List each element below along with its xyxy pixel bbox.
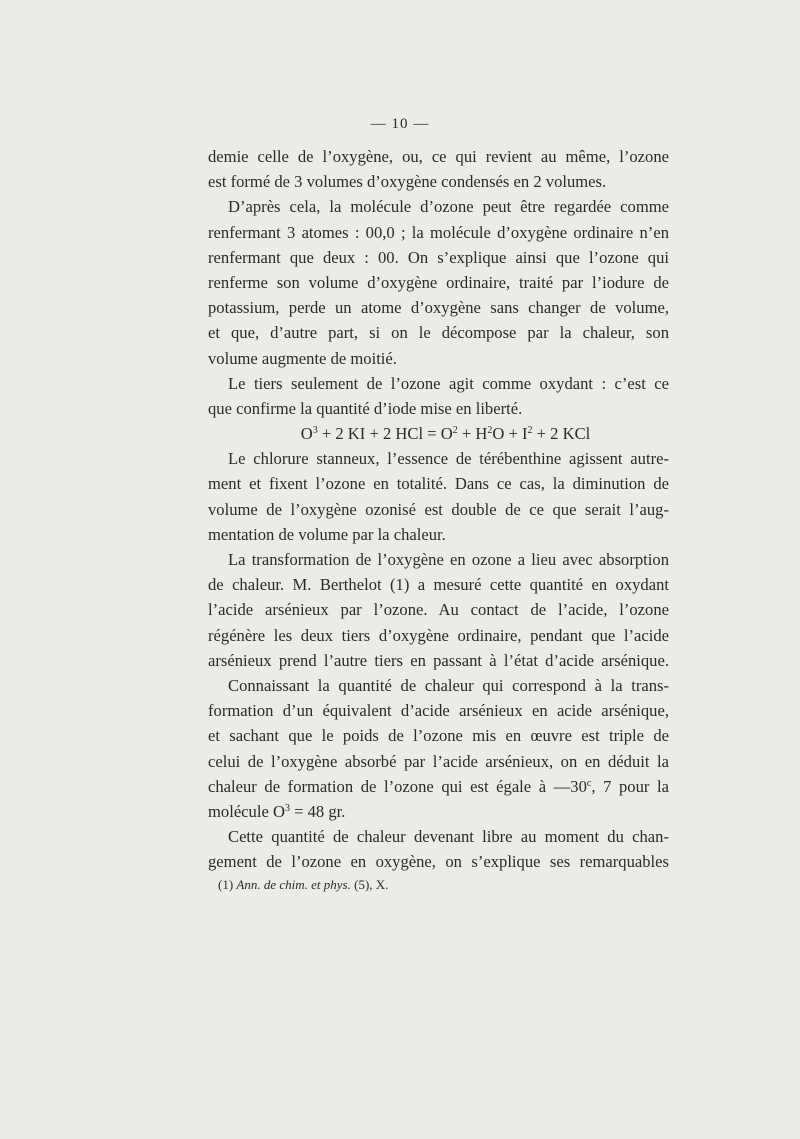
text-line: Le tiers seulement de l’ozone agit comme oxydant : c’est ce: [228, 373, 669, 393]
footnote-marker: (1): [218, 877, 237, 892]
text-line: celui de l’oxygène absorbé par l’acide arsénieux, on en déduit la: [208, 751, 669, 771]
eq-part2: + H: [457, 424, 488, 444]
eq-part1: + 2 KI + 2 HCl = O: [317, 424, 453, 444]
footnote-source: Ann. de chim. et phys.: [236, 877, 351, 892]
text-line: et que, d’autre part, si on le décompose par la chaleur, son: [208, 323, 669, 343]
molecule-post: = 48 gr.: [289, 801, 346, 821]
text-line: renferme son volume d’oxygène ordinaire, traité par l’iodure de: [208, 272, 669, 292]
text-line: Cette quantité de chaleur devenant libre au moment du chan-: [228, 827, 669, 847]
text-line: formation d’un équivalent d’acide arsénieux en acide arsénique,: [208, 701, 669, 721]
text-line: de chaleur. M. Berthelot (1) a mesuré cette quantité en oxydant: [208, 575, 669, 595]
text-line: volume de l’oxygène ozonisé est double de ce que serait l’aug-: [208, 499, 669, 519]
molecule-line: [208, 799, 669, 824]
chemical-equation: [208, 421, 669, 446]
text-line: renfermant 3 atomes : 00,0 ; la molécule d’oxygène ordinaire n’en: [208, 222, 669, 242]
text-line: volume augmente de moitié.: [208, 348, 397, 368]
molecule-pre: molécule O: [208, 801, 285, 821]
eq-o2-sup: 2: [452, 425, 458, 437]
text-line: renfermant que deux : 00. On s’explique ainsi que l’ozone qui: [208, 247, 669, 267]
text-line: D’après cela, la molécule d’ozone peut être regardée comme: [228, 197, 669, 217]
heat-text: chaleur de formation de l’ozone qui est égale à —30: [208, 776, 587, 796]
text-line: régénère les deux tiers d’oxygène ordinaire, pendant que l’acide: [208, 625, 669, 645]
footnote: [218, 877, 388, 893]
text-line: et sachant que le poids de l’ozone mis en œuvre est triple de: [208, 726, 669, 746]
page-number: — 10 —: [370, 116, 430, 132]
heat-sup: c: [586, 777, 592, 789]
text-line: Le chlorure stanneux, l’essence de térébenthine agissent autre-: [228, 449, 669, 469]
text-line: que confirme la quantité d’iode mise en liberté.: [208, 398, 523, 418]
molecule-sup: 3: [284, 802, 290, 814]
eq-i-sup: 2: [527, 425, 533, 437]
text-line: La transformation de l’oxygène en ozone a lieu avec absorption: [228, 550, 669, 569]
heat-line: [208, 774, 669, 799]
text-line: mentation de volume par la chaleur.: [208, 524, 446, 544]
text-line: demie celle de l’oxygène, ou, ce qui revient au même, l’ozone: [208, 147, 669, 166]
text-line: arsénieux prend l’autre tiers en passant à l’état d’acide arsénique.: [208, 650, 669, 670]
eq-part3: O + I: [492, 424, 528, 444]
eq-o-sup: 3: [312, 425, 318, 437]
eq-part4: + 2 KCl: [532, 424, 591, 444]
text-line: Connaissant la quantité de chaleur qui correspond à la trans-: [228, 675, 669, 695]
text-line: est formé de 3 volumes d’oxygène condensés en 2 volumes.: [208, 172, 607, 192]
body-text: [208, 144, 669, 874]
text-line: l’acide arsénieux par l’ozone. Au contact de l’acide, l’ozone: [208, 600, 669, 620]
text-line: gement de l’ozone en oxygène, on s’explique ses remarquables: [208, 852, 669, 872]
eq-h-sup: 2: [487, 425, 493, 437]
eq-o: O: [300, 424, 313, 444]
text-line: ment et fixent l’ozone en totalité. Dans ce cas, la diminution de: [208, 474, 669, 494]
footnote-series: (5), X.: [350, 877, 389, 892]
heat-tail: , 7 pour la: [591, 776, 669, 796]
text-line: potassium, perde un atome d’oxygène sans changer de volume,: [208, 298, 669, 318]
